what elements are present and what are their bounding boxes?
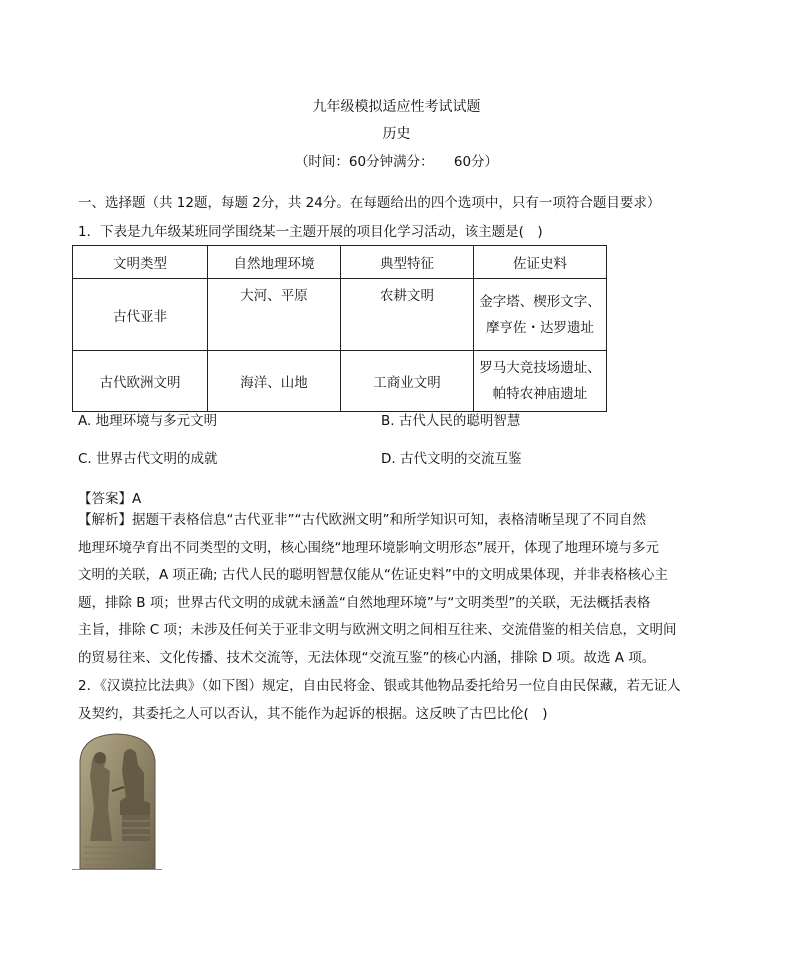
table-cell — [474, 279, 607, 351]
question-2-stem — [78, 673, 738, 728]
table-cell: 古代欧洲文明 — [73, 351, 208, 412]
exam-subject: 历史 — [382, 126, 411, 142]
question-1-table — [72, 245, 607, 412]
option-b: B. 古代人民的聪明智慧 — [381, 413, 521, 429]
table-cell: 工商业文明 — [341, 351, 474, 412]
question-2-line: 及契约，其委托之人可以否认，其不能作为起诉的根据。这反映了古巴比伦( ) — [78, 705, 548, 722]
section-heading: 一、选择题（共 12题，每题 2分，共 24分。在每题给出的四个选项中，只有一项符合题目要求） — [78, 195, 661, 211]
analysis-line: 【解析】据题干表格信息“古代亚非”“古代欧洲文明”和所学知识可知，表格清晰呈现了不同自然 — [78, 512, 646, 528]
table-cell-line: 帕特农神庙遗址 — [492, 386, 588, 402]
table-header-cell: 自然地理环境 — [208, 246, 341, 279]
table-cell: 海洋、山地 — [208, 351, 341, 412]
analysis-line: 题，排除 B 项；世界古代文明的成就未涵盖“自然地理环境”与“文明类型”的关联，无法概括表格 — [78, 594, 651, 611]
table-header-cell: 文明类型 — [73, 246, 208, 279]
stele-illustration — [72, 731, 162, 869]
table-row — [73, 351, 607, 412]
answer-label: 【答案】A — [78, 491, 142, 507]
hammurabi-stele-image — [72, 731, 162, 870]
table-cell: 农耕文明 — [341, 279, 474, 351]
analysis-line: 文明的关联，A 项正确; 古代人民的聪明智慧仅能从“佐证史料”中的文明成果体现，并非表格核心主 — [78, 567, 668, 583]
option-d: D. 古代文明的交流互鉴 — [381, 451, 522, 467]
option-a: A. 地理环境与多元文明 — [78, 413, 218, 429]
table-cell-line: 摩亨佐・达罗遗址 — [486, 319, 594, 336]
table-header-row — [73, 246, 607, 279]
table-cell-line: 金字塔、楔形文字、 — [479, 293, 601, 310]
analysis-line: 的贸易往来、文化传播、技术交流等，无法体现“交流互鉴”的核心内涵，排除 D 项。故选 A 项。 — [78, 649, 656, 666]
option-c: C. 世界古代文明的成就 — [78, 451, 218, 467]
question-1-stem: 1．下表是九年级某班同学围绕某一主题开展的项目化学习活动，该主题是( ) — [78, 224, 543, 240]
analysis-line: 主旨，排除 C 项；未涉及任何关于亚非文明与欧洲文明之间相互往来、交流借鉴的相关信息，文明间 — [78, 622, 677, 638]
exam-title: 九年级模拟适应性考试试题 — [312, 99, 481, 115]
table-header-cell: 典型特征 — [341, 246, 474, 279]
table-cell — [474, 351, 607, 412]
table-cell: 大河、平原 — [208, 279, 341, 351]
analysis-text — [78, 507, 728, 672]
question-2-line: 2．《汉谟拉比法典》（如下图）规定，自由民将金、银或其他物品委托给另一位自由民保藏，若无证人 — [78, 678, 681, 694]
table-header-cell: 佐证史料 — [474, 246, 607, 279]
table-row — [73, 279, 607, 351]
analysis-line: 地理环境孕育出不同类型的文明，核心围绕“地理环境影响文明形态”展开，体现了地理环境与多元 — [78, 539, 659, 556]
exam-time-info: （时间：60分钟满分： 60分） — [294, 154, 499, 170]
table-cell-line: 罗马大竞技场遗址、 — [479, 360, 601, 376]
table-cell: 古代亚非 — [73, 279, 208, 351]
